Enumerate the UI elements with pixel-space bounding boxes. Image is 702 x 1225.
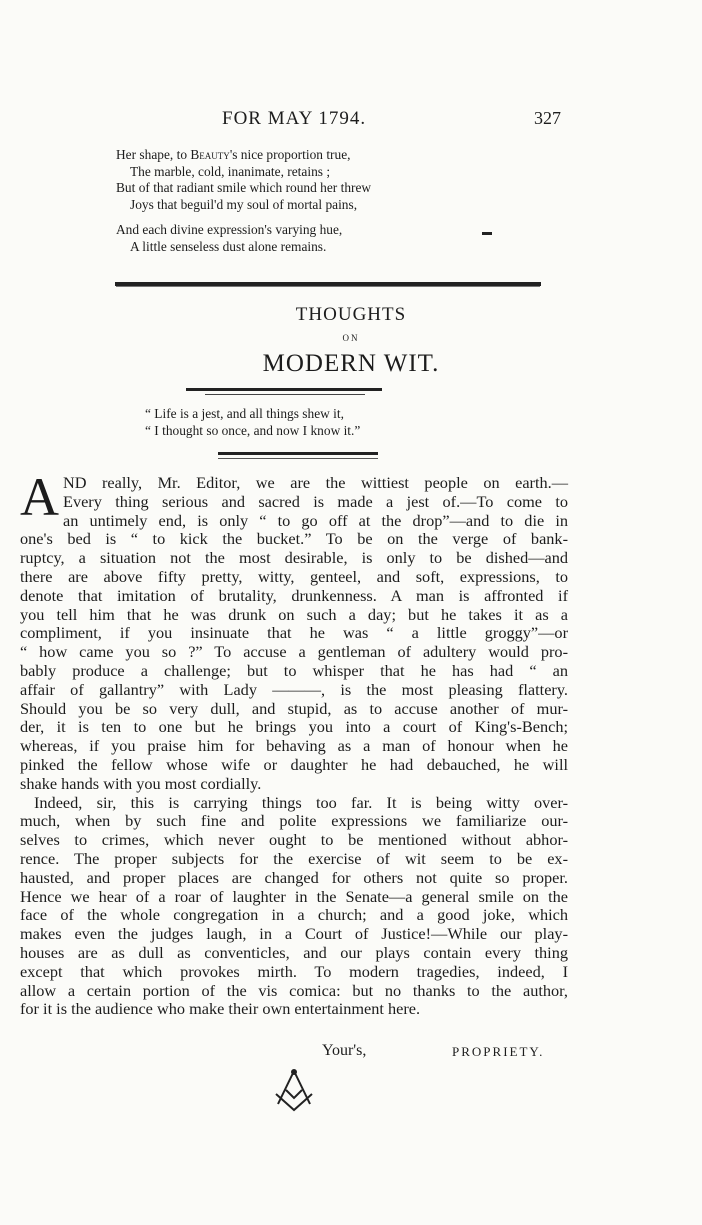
title-rule (186, 388, 382, 391)
body-line: bably produce a challenge; but to whisper that he has had “ an (20, 660, 568, 680)
body-line: ND really, Mr. Editor, we are the wittiest people on earth.— (63, 473, 568, 492)
article-body (20, 467, 568, 1019)
signature: PROPRIETY. (452, 1044, 545, 1059)
page-number: 327 (534, 108, 561, 128)
body-line: except that which provokes mirth. To modern tragedies, indeed, I (20, 961, 568, 981)
body-line: pinked the fellow whose wife or daughter he had debauched, he will (20, 754, 568, 774)
article-title-on: ON (342, 333, 360, 343)
poem-line: A little senseless dust alone remains. (130, 238, 327, 254)
epigraph-rule (218, 452, 378, 455)
ink-mark (482, 232, 492, 235)
article-title: THOUGHTS (295, 304, 407, 325)
body-line: denote that imitation of brutality, drunkenness. A man is affronted if (20, 585, 568, 605)
body-line: for it is the audience who make their own entertainment here. (20, 999, 421, 1019)
body-line: you tell him that he was drunk on such a day; but he takes it as a (20, 604, 568, 624)
body-line: houses are as dull as conventicles, and our plays contain every thing (20, 942, 568, 962)
epigraph-line: “ I thought so once, and now I know it.” (145, 423, 361, 438)
body-line: shake hands with you most cordially. (20, 773, 262, 793)
body-line: selves to crimes, which never ought to be mentioned without abhor- (20, 830, 568, 850)
body-line: rence. The proper subjects for the exercise of wit seem to be ex- (20, 848, 568, 868)
body-line: allow a certain portion of the vis comica: but no thanks to the author, (20, 980, 568, 1000)
poem-line: Her shape, to Beauty's nice proportion true, (116, 147, 351, 162)
body-line: much, when by such fine and polite expressions we familiarize our- (20, 811, 568, 831)
body-line: whereas, if you praise him for behaving as a man of honour when he (20, 736, 568, 756)
body-line: hausted, and proper places are changed for others not quite so proper. (20, 867, 568, 887)
running-head (0, 108, 702, 132)
poem-line: But of that radiant smile which round her threw (116, 180, 372, 195)
poem-line: The marble, cold, inanimate, retains ; (130, 163, 331, 179)
body-line: makes even the judges laugh, in a Court of Justice!—While our play- (20, 924, 568, 944)
running-head-title: FOR MAY 1794. (222, 108, 367, 129)
body-line: there are above fifty pretty, witty, genteel, and soft, expressions, to (20, 566, 568, 586)
body-line: Hence we hear of a roar of laughter in the Senate—a general smile on the (20, 886, 568, 906)
poem-line: And each divine expression's varying hue, (116, 222, 343, 237)
body-line: affair of gallantry” with Lady ———, is the most pleasing flattery. (20, 679, 568, 699)
body-line: Should you be so very dull, and stupid, as to accuse another of mur- (20, 698, 568, 718)
masonic-square-compass-icon (272, 1068, 316, 1112)
epigraph (145, 405, 505, 439)
epigraph-rule-thin (218, 458, 378, 459)
section-divider (115, 282, 541, 286)
drop-cap: A (20, 467, 59, 527)
body-line: ruptcy, a situation not the most desirable, is only to be dished—and (20, 548, 568, 568)
body-line: “ how came you so ?” To accuse a gentleman of adultery would pro- (20, 642, 568, 662)
body-line: one's bed is “ to kick the bucket.” To be on the verge of bank- (20, 529, 568, 549)
body-line: der, it is ten to one but he brings you into a court of King's-Bench; (20, 717, 568, 737)
poem-line: Joys that beguil'd my soul of mortal pains, (130, 196, 358, 212)
body-line: face of the whole congregation in a church; and a good joke, which (20, 905, 568, 925)
body-line: Indeed, sir, this is carrying things too far. It is being witty over- (34, 792, 568, 812)
epigraph-line: “ Life is a jest, and all things shew it, (145, 406, 344, 421)
body-line: an untimely end, is only “ to go off at the drop”—and to die in (63, 510, 568, 530)
body-line: Every thing serious and sacred is made a jest of.—To come to (63, 491, 568, 511)
closing: Your's, (322, 1042, 367, 1059)
body-line: compliment, if you insinuate that he was “ a little groggy”—or (20, 623, 568, 643)
signature-block (322, 1042, 572, 1060)
poem (116, 147, 476, 255)
title-rule-thin (205, 394, 365, 395)
article-subtitle: MODERN WIT. (262, 350, 440, 377)
